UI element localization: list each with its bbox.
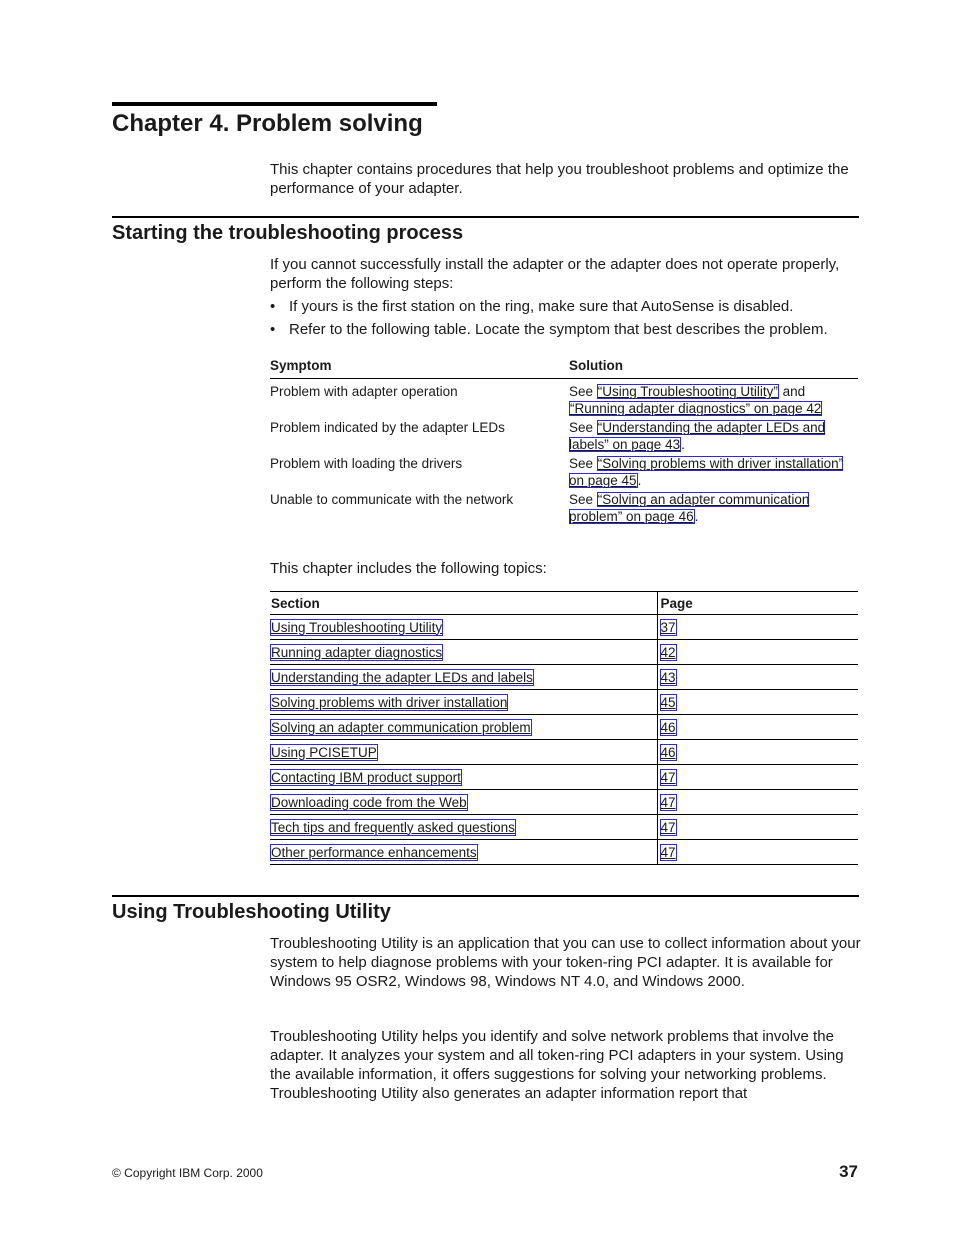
topic-link[interactable]: Solving an adapter communication problem <box>271 719 531 735</box>
section-rule <box>112 216 859 218</box>
solution-see: See <box>569 420 597 435</box>
solution-end: . <box>694 509 699 524</box>
section-rule <box>112 895 859 897</box>
page-cell <box>657 740 858 765</box>
table-row <box>270 615 858 640</box>
page-link[interactable]: 45 <box>660 694 676 710</box>
solution-end: . <box>637 473 642 488</box>
section-title-troubleshooting-utility: Using Troubleshooting Utility <box>112 901 391 923</box>
section-intro: If you cannot successfully install the adapter or the adapter does not operate properly, perform the following steps: <box>270 256 840 292</box>
solution-cell <box>569 455 858 489</box>
symptom-table <box>270 352 858 527</box>
solution-cell <box>569 383 858 417</box>
page-link[interactable]: 42 <box>660 644 676 660</box>
symptom-cell: Unable to communicate with the network <box>270 492 514 507</box>
section-cell <box>270 665 657 690</box>
page-cell <box>657 840 858 865</box>
list-item-text: Refer to the following table. Locate the symptom that best describes the problem. <box>289 321 828 338</box>
table-row <box>270 790 858 815</box>
xref-link-adapter-leds[interactable]: “Understanding the adapter LEDs and labels” on page 43 <box>569 420 826 452</box>
topic-link[interactable]: Tech tips and frequently asked questions <box>271 819 515 835</box>
chapter-title-rule <box>112 102 437 106</box>
solution-see: See <box>569 456 597 471</box>
list-item <box>270 320 870 339</box>
table-row <box>270 740 858 765</box>
utility-paragraph-1: Troubleshooting Utility is an application that you can use to collect information about your system to help diagnose problems with your token-ring PCI adapter. It is available for Windows 95 OSR2, Windows 98, Windows NT 4.0, and Windows 2000. <box>270 935 861 990</box>
solution-see: See <box>569 384 597 399</box>
steps-list <box>270 297 870 339</box>
table-row <box>270 665 858 690</box>
symptom-cell: Problem with loading the drivers <box>270 456 463 471</box>
section-cell <box>270 815 657 840</box>
symptom-table-header <box>270 352 858 379</box>
section-cell <box>270 790 657 815</box>
xref-link-driver-installation[interactable]: “Solving problems with driver installation” on page 45 <box>569 456 844 488</box>
table-row <box>270 815 858 840</box>
table-row <box>270 765 858 790</box>
page-cell <box>657 690 858 715</box>
section-cell <box>270 640 657 665</box>
page-cell <box>657 640 858 665</box>
page-cell <box>657 665 858 690</box>
symptom-cell: Problem indicated by the adapter LEDs <box>270 420 505 435</box>
chapter-intro: This chapter contains procedures that help you troubleshoot problems and optimize the performance of your adapter. <box>270 161 849 197</box>
section-cell <box>270 715 657 740</box>
section-cell <box>270 765 657 790</box>
bullet-glyph: • <box>270 321 276 338</box>
solution-end: . <box>681 437 685 452</box>
topic-link[interactable]: Using PCISETUP <box>271 744 377 760</box>
page-link[interactable]: 43 <box>660 669 676 685</box>
topic-link[interactable]: Contacting IBM product support <box>271 769 461 785</box>
page-cell <box>657 765 858 790</box>
topic-link[interactable]: Solving problems with driver installation <box>271 694 508 710</box>
table-row <box>270 455 858 489</box>
page-link[interactable]: 47 <box>660 769 676 785</box>
table-row <box>270 715 858 740</box>
table-row <box>270 690 858 715</box>
section-title-troubleshooting-process: Starting the troubleshooting process <box>112 222 464 244</box>
header-page: Page <box>657 592 858 615</box>
topics-intro: This chapter includes the following topics: <box>270 560 547 577</box>
table-row <box>270 383 858 417</box>
xref-link-troubleshooting-utility[interactable]: “Using Troubleshooting Utility” <box>597 384 778 399</box>
page-cell <box>657 615 858 640</box>
symptom-cell: Problem with adapter operation <box>270 384 458 399</box>
solution-mid: and <box>778 384 806 399</box>
section-cell <box>270 690 657 715</box>
solution-see: See <box>569 492 597 507</box>
table-row <box>270 491 858 525</box>
section-cell <box>270 740 657 765</box>
header-solution: Solution <box>569 357 623 373</box>
header-section: Section <box>270 592 657 615</box>
utility-paragraph-2: Troubleshooting Utility helps you identify and solve network problems that involve the adapter. It analyzes your system and all token-ring PCI adapters in your system. Using the available information, it offers suggestions for solving your networking problems. Troubleshooting Utility also generates an adapter information report that <box>270 1028 844 1102</box>
list-item <box>270 297 870 316</box>
page-link[interactable]: 37 <box>660 619 676 635</box>
list-item-text: If yours is the first station on the ring, make sure that AutoSense is disabled. <box>289 298 794 315</box>
table-row <box>270 840 858 865</box>
section-cell <box>270 840 657 865</box>
page-cell <box>657 815 858 840</box>
bullet-glyph: • <box>270 298 276 315</box>
topic-link[interactable]: Understanding the adapter LEDs and labels <box>271 669 533 685</box>
topics-table <box>270 591 858 865</box>
page-link[interactable]: 47 <box>660 794 676 810</box>
page-number: 37 <box>839 1162 858 1181</box>
solution-cell <box>569 491 858 525</box>
topics-table-header <box>270 592 858 615</box>
xref-link-adapter-diagnostics[interactable]: “Running adapter diagnostics” on page 42 <box>570 401 822 416</box>
page-link[interactable]: 46 <box>660 744 676 760</box>
page-link[interactable]: 47 <box>660 844 676 860</box>
topic-link[interactable]: Downloading code from the Web <box>271 794 467 810</box>
section-cell <box>270 615 657 640</box>
topic-link[interactable]: Other performance enhancements <box>271 844 477 860</box>
page-cell <box>657 715 858 740</box>
topic-link[interactable]: Using Troubleshooting Utility <box>271 619 443 635</box>
table-row <box>270 640 858 665</box>
topic-link[interactable]: Running adapter diagnostics <box>271 644 443 660</box>
xref-link-communication-problem[interactable]: “Solving an adapter communication problem” on page 46 <box>569 492 810 524</box>
page-link[interactable]: 46 <box>660 719 676 735</box>
footer-copyright: © Copyright IBM Corp. 2000 <box>112 1166 263 1180</box>
header-symptom: Symptom <box>270 357 332 373</box>
solution-cell <box>569 419 858 453</box>
chapter-title: Chapter 4. Problem solving <box>112 110 423 137</box>
page-cell <box>657 790 858 815</box>
page-link[interactable]: 47 <box>660 819 676 835</box>
table-row <box>270 419 858 453</box>
